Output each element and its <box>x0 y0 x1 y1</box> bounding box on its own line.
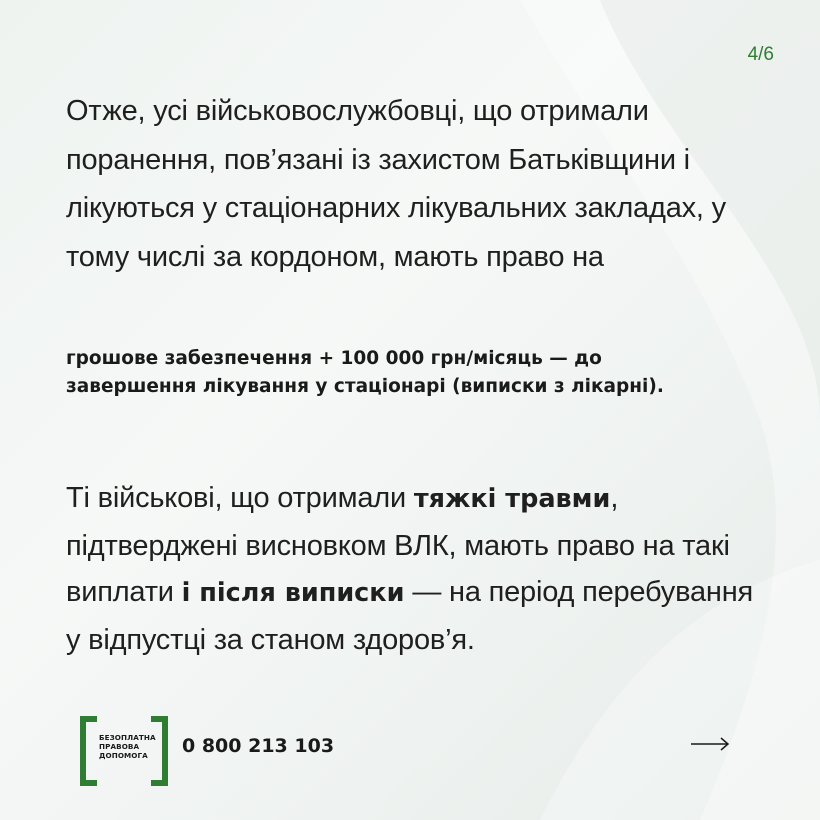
second-paragraph <box>66 475 766 663</box>
page-counter: 4/6 <box>747 44 774 65</box>
second-paragraph-part-2: , підтверджені висновком ВЛК, мають право на такі виплати <box>66 482 730 608</box>
logo-bracket-left <box>80 716 97 786</box>
free-legal-aid-logo <box>80 716 168 780</box>
second-paragraph-part-3: — на період перебування у відпустці за станом здоров’я. <box>66 576 754 656</box>
logo-line-1: БЕЗОПЛАТНА <box>99 733 156 742</box>
next-arrow-icon[interactable] <box>690 733 730 755</box>
highlight-paragraph: грошове забезпечення + 100 000 грн/місяць — до завершення лікування у стаціонарі (виписки з лікарні). <box>66 348 664 397</box>
main-paragraph: Отже, усі військовослужбовці, що отримали поранення, пов’язані із захистом Батьківщини і лікуються у стаціонарних лікувальних закладах, у тому числі за кордоном, мають право на <box>66 95 726 273</box>
bold-phrase-severe-injuries: тяжкі травми <box>413 484 611 514</box>
hotline-phone-number: 0 800 213 103 <box>182 735 335 757</box>
bold-phrase-after-discharge: і після виписки <box>181 578 405 608</box>
second-paragraph-part-1: Ті військові, що отримали <box>66 482 414 514</box>
logo-text <box>99 733 157 760</box>
logo-line-2: ПРАВОВА <box>99 742 140 751</box>
logo-line-3: ДОПОМОГА <box>99 751 148 760</box>
